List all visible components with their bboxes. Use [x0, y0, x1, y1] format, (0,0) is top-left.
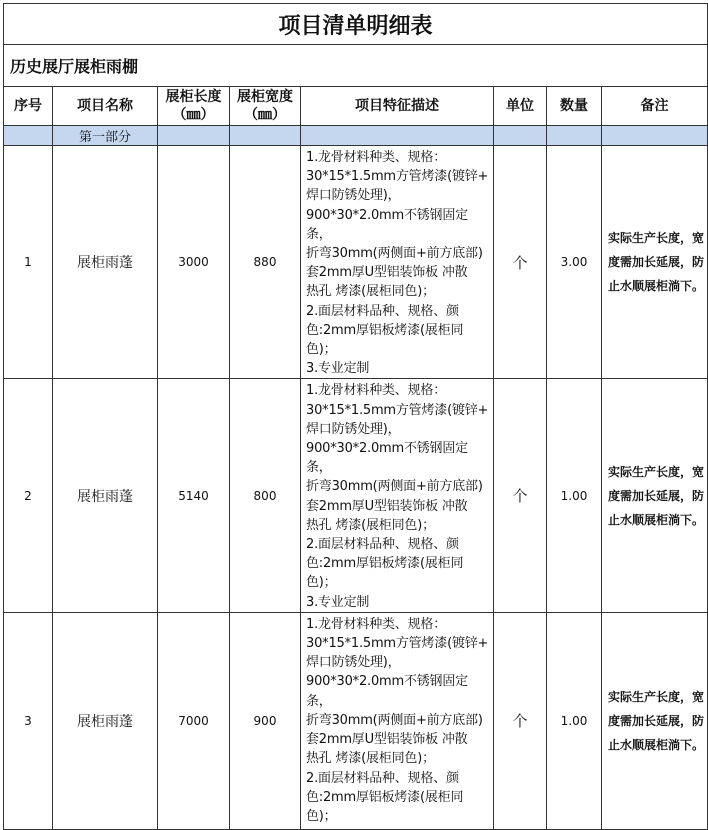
cell-length[interactable]: 3000: [158, 146, 230, 379]
sheet-title[interactable]: 项目清单明细表: [4, 4, 708, 45]
item-list-table: [3, 3, 708, 830]
section-label[interactable]: 第一部分: [53, 126, 158, 146]
cell-unit[interactable]: 个: [494, 379, 547, 612]
cell-qty[interactable]: 1.00: [547, 379, 602, 612]
cell-desc[interactable]: 1.龙骨材料种类、规格： 30*15*1.5mm方管烤漆(镀锌+ 焊口防锈处理)， 900*30*2.0mm不锈钢固定条， 折弯30mm(两侧面+前方底部) 套2mm厚U型铝装饰板 冲散 热孔 烤漆(展柜同色)； 2.面层材料品种、规格、颜 色:2mm厚铝板烤漆(展柜同 色)； 3.专业定制: [301, 379, 494, 612]
cell-no[interactable]: 3: [4, 612, 53, 829]
cell-qty[interactable]: 1.00: [547, 612, 602, 829]
section-cell[interactable]: [4, 126, 53, 146]
cell-remark[interactable]: 实际生产长度，宽度需加长延展，防止水顺展柜淌下。: [602, 379, 708, 612]
section-cell[interactable]: [158, 126, 230, 146]
cell-name[interactable]: 展柜雨蓬: [53, 379, 158, 612]
cell-width[interactable]: 900: [230, 612, 301, 829]
cell-name[interactable]: 展柜雨蓬: [53, 612, 158, 829]
cell-remark[interactable]: 实际生产长度，宽度需加长延展，防止水顺展柜淌下。: [602, 612, 708, 829]
cell-no[interactable]: 2: [4, 379, 53, 612]
col-header-no[interactable]: 序号: [4, 87, 53, 126]
cell-width[interactable]: 800: [230, 379, 301, 612]
header-row: [4, 87, 708, 126]
table-row: [4, 612, 708, 829]
section-cell[interactable]: [301, 126, 494, 146]
section-row: [4, 126, 708, 146]
section-cell[interactable]: [230, 126, 301, 146]
section-cell[interactable]: [547, 126, 602, 146]
col-header-width[interactable]: 展柜宽度（㎜）: [230, 87, 301, 126]
section-cell[interactable]: [602, 126, 708, 146]
project-name[interactable]: 历史展厅展柜雨棚: [4, 45, 708, 87]
cell-width[interactable]: 880: [230, 146, 301, 379]
cell-remark[interactable]: 实际生产长度，宽度需加长延展，防止水顺展柜淌下。: [602, 146, 708, 379]
col-header-remark[interactable]: 备注: [602, 87, 708, 126]
cell-unit[interactable]: 个: [494, 612, 547, 829]
cell-length[interactable]: 7000: [158, 612, 230, 829]
table-row: [4, 146, 708, 379]
col-header-name[interactable]: 项目名称: [53, 87, 158, 126]
col-header-unit[interactable]: 单位: [494, 87, 547, 126]
col-header-desc[interactable]: 项目特征描述: [301, 87, 494, 126]
col-header-qty[interactable]: 数量: [547, 87, 602, 126]
cell-length[interactable]: 5140: [158, 379, 230, 612]
col-header-length[interactable]: 展柜长度（㎜）: [158, 87, 230, 126]
section-cell[interactable]: [494, 126, 547, 146]
cell-no[interactable]: 1: [4, 146, 53, 379]
cell-desc[interactable]: 1.龙骨材料种类、规格： 30*15*1.5mm方管烤漆(镀锌+ 焊口防锈处理)， 900*30*2.0mm不锈钢固定条， 折弯30mm(两侧面+前方底部) 套2mm厚U型铝装饰板 冲散 热孔 烤漆(展柜同色)； 2.面层材料品种、规格、颜 色:2mm厚铝板烤漆(展柜同 色)；: [301, 612, 494, 829]
cell-unit[interactable]: 个: [494, 146, 547, 379]
cell-name[interactable]: 展柜雨蓬: [53, 146, 158, 379]
table-row: [4, 379, 708, 612]
cell-desc[interactable]: 1.龙骨材料种类、规格： 30*15*1.5mm方管烤漆(镀锌+ 焊口防锈处理)， 900*30*2.0mm不锈钢固定条， 折弯30mm(两侧面+前方底部) 套2mm厚U型铝装饰板 冲散 热孔 烤漆(展柜同色)； 2.面层材料品种、规格、颜 色:2mm厚铝板烤漆(展柜同 色)； 3.专业定制: [301, 146, 494, 379]
cell-qty[interactable]: 3.00: [547, 146, 602, 379]
